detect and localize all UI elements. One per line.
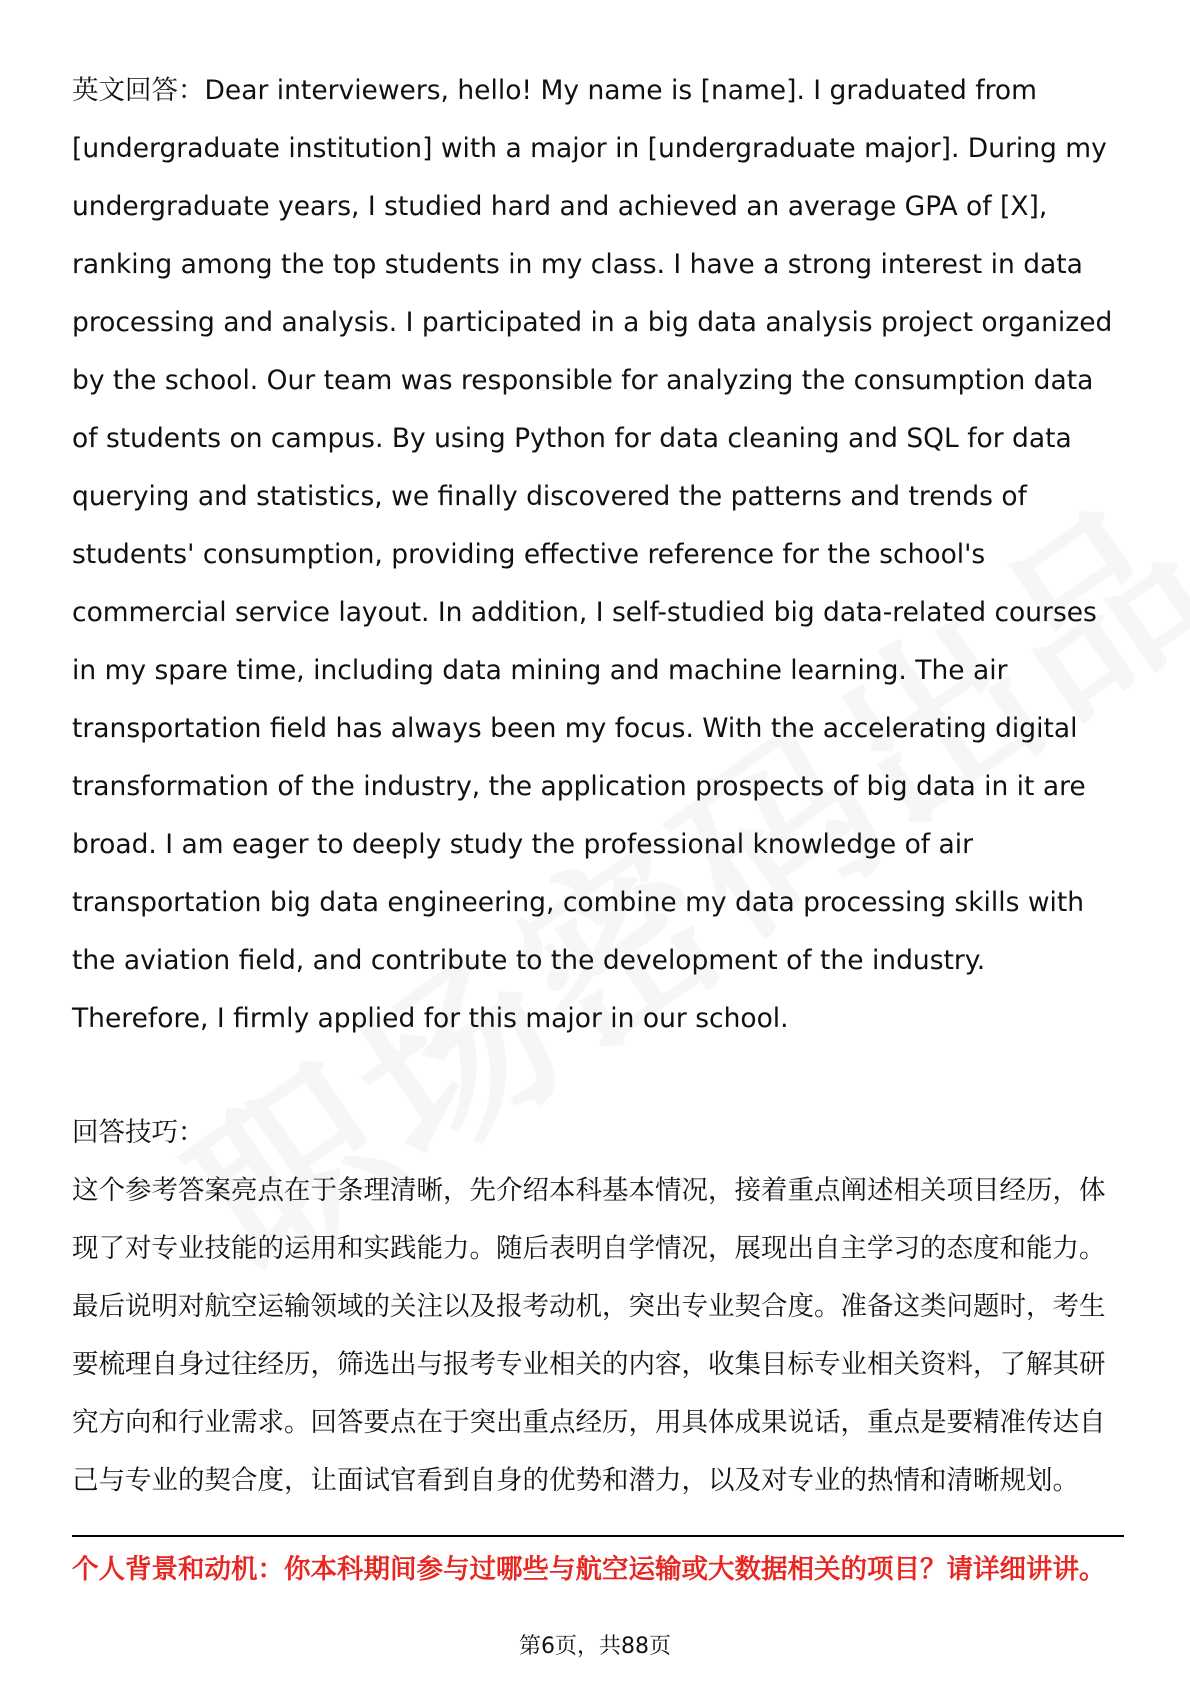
page-number-footer: 第6页，共88页 — [519, 1634, 671, 1659]
english-answer-label: 英文回答： — [72, 75, 205, 106]
english-answer-paragraph — [72, 62, 1124, 1048]
tips-heading: 回答技巧： — [72, 1117, 205, 1148]
english-answer-text: Dear interviewers, hello! My name is [name]. I graduated from [undergraduate institution] with a major in [undergraduate major]. During my undergraduate years, I studied hard and achieved an average GPA of [X], ranking among the top students in my class. I have a strong interest in data processing and analysis. I participated in a big data analysis project organized by the school. Our team was responsible for analyzing the consumption data of students on campus. By using Python for data cleaning and SQL for data querying and statistics, we finally discovered the patterns and trends of students' consumption, providing effective reference for the school's commercial service layout. In addition, I self-studied big data-related courses in my spare time, including data mining and machine learning. The air transportation field has always been my focus. With the accelerating digital transformation of the industry, the application prospects of big data in it are broad. I am eager to deeply study the professional knowledge of air transportation big data engineering, combine my data processing skills with the aviation field, and contribute to the development of the industry. Therefore, I firmly applied for this major in our school. — [72, 75, 1113, 1034]
section-divider — [72, 1535, 1124, 1537]
tips-paragraph: 这个参考答案亮点在于条理清晰，先介绍本科基本情况，接着重点阐述相关项目经历，体现了对专业技能的运用和实践能力。随后表明自学情况，展现出自主学习的态度和能力。最后说明对航空运输领域的关注以及报考动机，突出专业契合度。准备这类问题时，考生要梳理自身过往经历，筛选出与报考专业相关的内容，收集目标专业相关资料，了解其研究方向和行业需求。回答要点在于突出重点经历，用具体成果说话，重点是要精准传达自己与专业的契合度，让面试官看到自身的优势和潜力，以及对专业的热情和清晰规划。 — [72, 1175, 1106, 1496]
next-question-heading: 个人背景和动机：你本科期间参与过哪些与航空运输或大数据相关的项目？请详细讲讲。 — [72, 1554, 1106, 1585]
page-content — [72, 62, 1124, 1510]
